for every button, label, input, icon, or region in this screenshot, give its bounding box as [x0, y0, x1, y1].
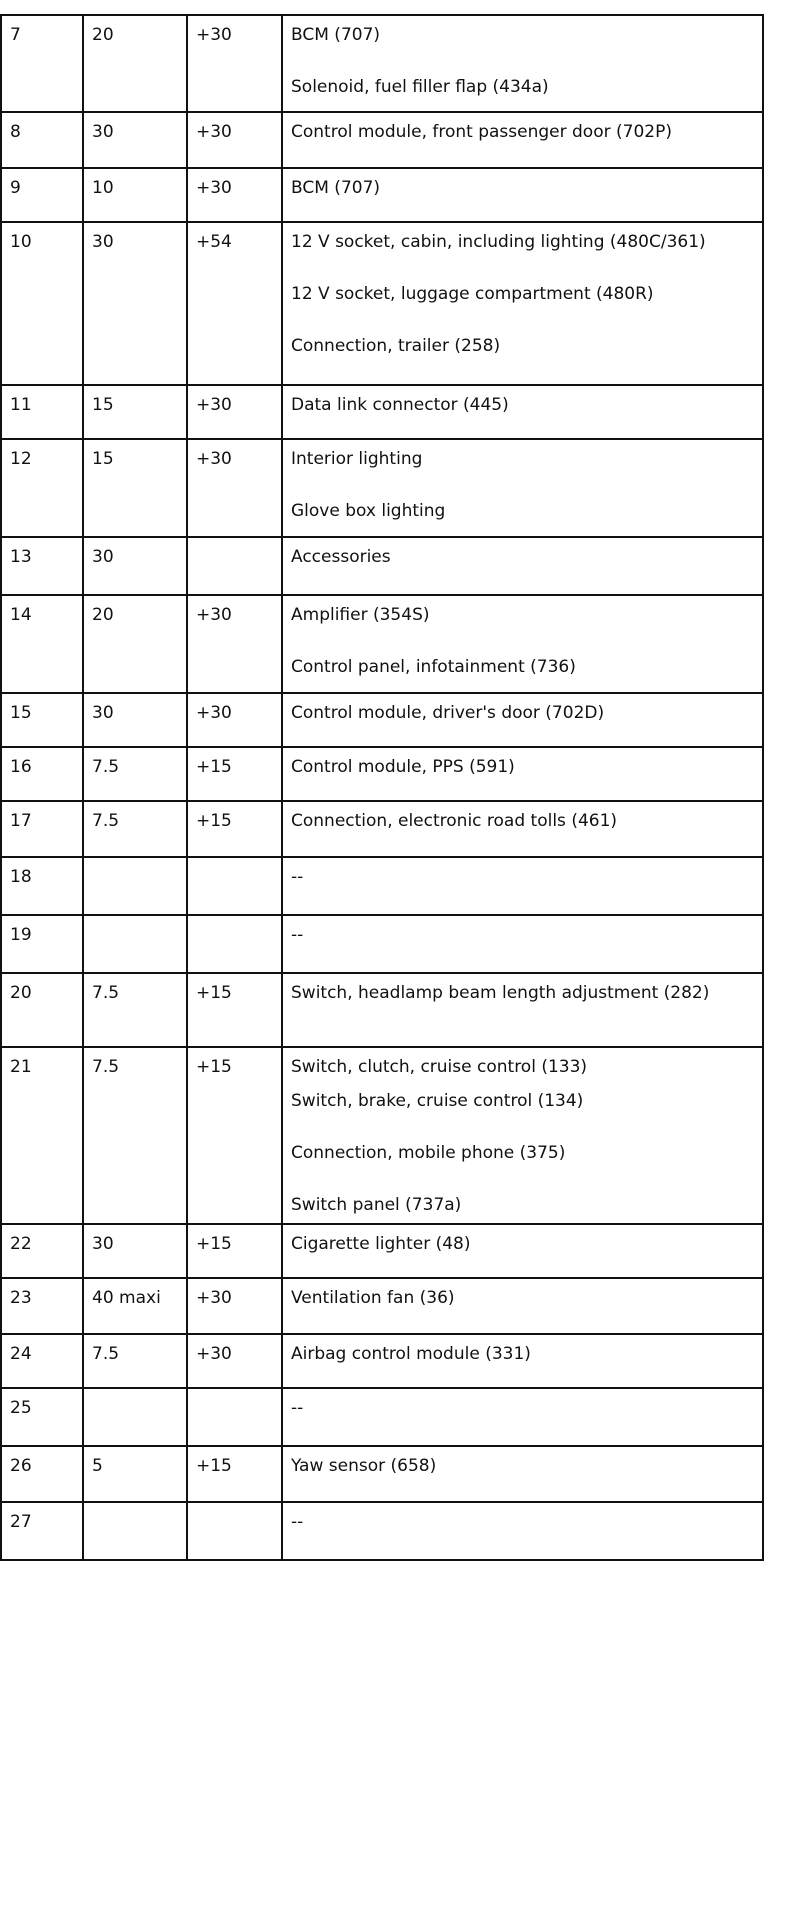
fuse-number-cell: 20 — [1, 973, 83, 1047]
table-row — [1, 168, 763, 222]
components-cell — [282, 973, 763, 1047]
amperage-cell: 30 — [83, 112, 187, 168]
amperage-cell: 15 — [83, 385, 187, 439]
table-row — [1, 439, 763, 537]
components-cell — [282, 747, 763, 801]
fuse-number-cell: 13 — [1, 537, 83, 595]
terminal-cell: +15 — [187, 801, 282, 857]
table-row — [1, 595, 763, 693]
components-cell — [282, 1224, 763, 1278]
fuse-number-cell: 9 — [1, 168, 83, 222]
components-cell — [282, 693, 763, 747]
component-line: Switch, headlamp beam length adjustment (282) — [291, 983, 710, 1003]
components-cell — [282, 1278, 763, 1334]
components-cell — [282, 385, 763, 439]
table-row — [1, 693, 763, 747]
component-line: Connection, electronic road tolls (461) — [291, 811, 618, 831]
component-line: Yaw sensor (658) — [291, 1456, 437, 1476]
component-line: Switch, clutch, cruise control (133) — [291, 1057, 588, 1077]
amperage-cell: 30 — [83, 1224, 187, 1278]
terminal-cell: +30 — [187, 385, 282, 439]
fuse-number-cell: 24 — [1, 1334, 83, 1388]
components-cell — [282, 1047, 763, 1224]
components-cell — [282, 222, 763, 385]
terminal-cell: +30 — [187, 168, 282, 222]
amperage-cell: 10 — [83, 168, 187, 222]
component-line: Data link connector (445) — [291, 395, 509, 415]
component-line: Control panel, infotainment (736) — [291, 657, 576, 677]
fuse-number-cell: 8 — [1, 112, 83, 168]
fuse-table — [0, 14, 764, 1561]
table-row — [1, 1388, 763, 1446]
components-cell — [282, 168, 763, 222]
fuse-number-cell: 18 — [1, 857, 83, 915]
fuse-number-cell: 22 — [1, 1224, 83, 1278]
fuse-number-cell: 14 — [1, 595, 83, 693]
table-row — [1, 1278, 763, 1334]
components-cell — [282, 1388, 763, 1446]
table-row — [1, 222, 763, 385]
table-row — [1, 15, 763, 112]
component-line: -- — [291, 867, 304, 887]
table-row — [1, 1502, 763, 1560]
component-line: 12 V socket, cabin, including lighting (480C/361) — [291, 232, 706, 252]
amperage-cell — [83, 857, 187, 915]
component-line: Glove box lighting — [291, 501, 446, 521]
amperage-cell — [83, 1502, 187, 1560]
fuse-table-body — [1, 15, 763, 1560]
fuse-number-cell: 17 — [1, 801, 83, 857]
table-row — [1, 857, 763, 915]
amperage-cell — [83, 915, 187, 973]
fuse-number-cell: 7 — [1, 15, 83, 112]
amperage-cell: 30 — [83, 222, 187, 385]
fuse-number-cell: 11 — [1, 385, 83, 439]
fuse-number-cell: 19 — [1, 915, 83, 973]
components-cell — [282, 15, 763, 112]
fuse-number-cell: 25 — [1, 1388, 83, 1446]
terminal-cell: +15 — [187, 1047, 282, 1224]
component-line: -- — [291, 925, 304, 945]
fuse-number-cell: 21 — [1, 1047, 83, 1224]
terminal-cell: +15 — [187, 1446, 282, 1502]
component-line: Switch, brake, cruise control (134) — [291, 1091, 584, 1111]
component-line: -- — [291, 1398, 304, 1418]
amperage-cell: 7.5 — [83, 1334, 187, 1388]
terminal-cell: +30 — [187, 112, 282, 168]
terminal-cell: +30 — [187, 693, 282, 747]
components-cell — [282, 595, 763, 693]
fuse-number-cell: 10 — [1, 222, 83, 385]
terminal-cell — [187, 537, 282, 595]
components-cell — [282, 801, 763, 857]
amperage-cell: 30 — [83, 693, 187, 747]
table-row — [1, 973, 763, 1047]
components-cell — [282, 537, 763, 595]
fuse-number-cell: 12 — [1, 439, 83, 537]
amperage-cell: 7.5 — [83, 747, 187, 801]
table-row — [1, 1446, 763, 1502]
amperage-cell: 7.5 — [83, 973, 187, 1047]
table-row — [1, 1334, 763, 1388]
amperage-cell: 20 — [83, 15, 187, 112]
table-row — [1, 801, 763, 857]
fuse-number-cell: 15 — [1, 693, 83, 747]
fuse-number-cell: 23 — [1, 1278, 83, 1334]
components-cell — [282, 112, 763, 168]
component-line: Solenoid, fuel filler flap (434a) — [291, 77, 549, 97]
amperage-cell: 7.5 — [83, 801, 187, 857]
components-cell — [282, 1446, 763, 1502]
table-row — [1, 915, 763, 973]
terminal-cell: +30 — [187, 1278, 282, 1334]
component-line: Interior lighting — [291, 449, 423, 469]
terminal-cell — [187, 915, 282, 973]
component-line: Control module, front passenger door (702P) — [291, 122, 672, 142]
amperage-cell: 20 — [83, 595, 187, 693]
table-row — [1, 385, 763, 439]
component-line: Ventilation fan (36) — [291, 1288, 455, 1308]
fuse-number-cell: 27 — [1, 1502, 83, 1560]
component-line: -- — [291, 1512, 304, 1532]
component-line: Switch panel (737a) — [291, 1195, 462, 1215]
terminal-cell: +15 — [187, 1224, 282, 1278]
component-line: Cigarette lighter (48) — [291, 1234, 471, 1254]
amperage-cell: 40 maxi — [83, 1278, 187, 1334]
table-row — [1, 112, 763, 168]
components-cell — [282, 857, 763, 915]
terminal-cell — [187, 1388, 282, 1446]
table-row — [1, 1224, 763, 1278]
table-row — [1, 747, 763, 801]
components-cell — [282, 439, 763, 537]
table-row — [1, 537, 763, 595]
fuse-number-cell: 16 — [1, 747, 83, 801]
amperage-cell: 15 — [83, 439, 187, 537]
component-line: Accessories — [291, 547, 391, 567]
amperage-cell: 7.5 — [83, 1047, 187, 1224]
component-line: Connection, mobile phone (375) — [291, 1143, 566, 1163]
component-line: BCM (707) — [291, 178, 381, 198]
amperage-cell: 5 — [83, 1446, 187, 1502]
terminal-cell: +30 — [187, 595, 282, 693]
terminal-cell: +30 — [187, 15, 282, 112]
component-line: 12 V socket, luggage compartment (480R) — [291, 284, 654, 304]
component-line: Airbag control module (331) — [291, 1344, 531, 1364]
terminal-cell — [187, 857, 282, 915]
component-line: Connection, trailer (258) — [291, 336, 501, 356]
amperage-cell: 30 — [83, 537, 187, 595]
terminal-cell — [187, 1502, 282, 1560]
table-row — [1, 1047, 763, 1224]
terminal-cell: +30 — [187, 439, 282, 537]
terminal-cell: +15 — [187, 973, 282, 1047]
component-line: Amplifier (354S) — [291, 605, 430, 625]
component-line: Control module, PPS (591) — [291, 757, 515, 777]
terminal-cell: +54 — [187, 222, 282, 385]
terminal-cell: +30 — [187, 1334, 282, 1388]
fuse-number-cell: 26 — [1, 1446, 83, 1502]
components-cell — [282, 1502, 763, 1560]
component-line: BCM (707) — [291, 25, 381, 45]
components-cell — [282, 1334, 763, 1388]
components-cell — [282, 915, 763, 973]
component-line: Control module, driver's door (702D) — [291, 703, 605, 723]
terminal-cell: +15 — [187, 747, 282, 801]
amperage-cell — [83, 1388, 187, 1446]
